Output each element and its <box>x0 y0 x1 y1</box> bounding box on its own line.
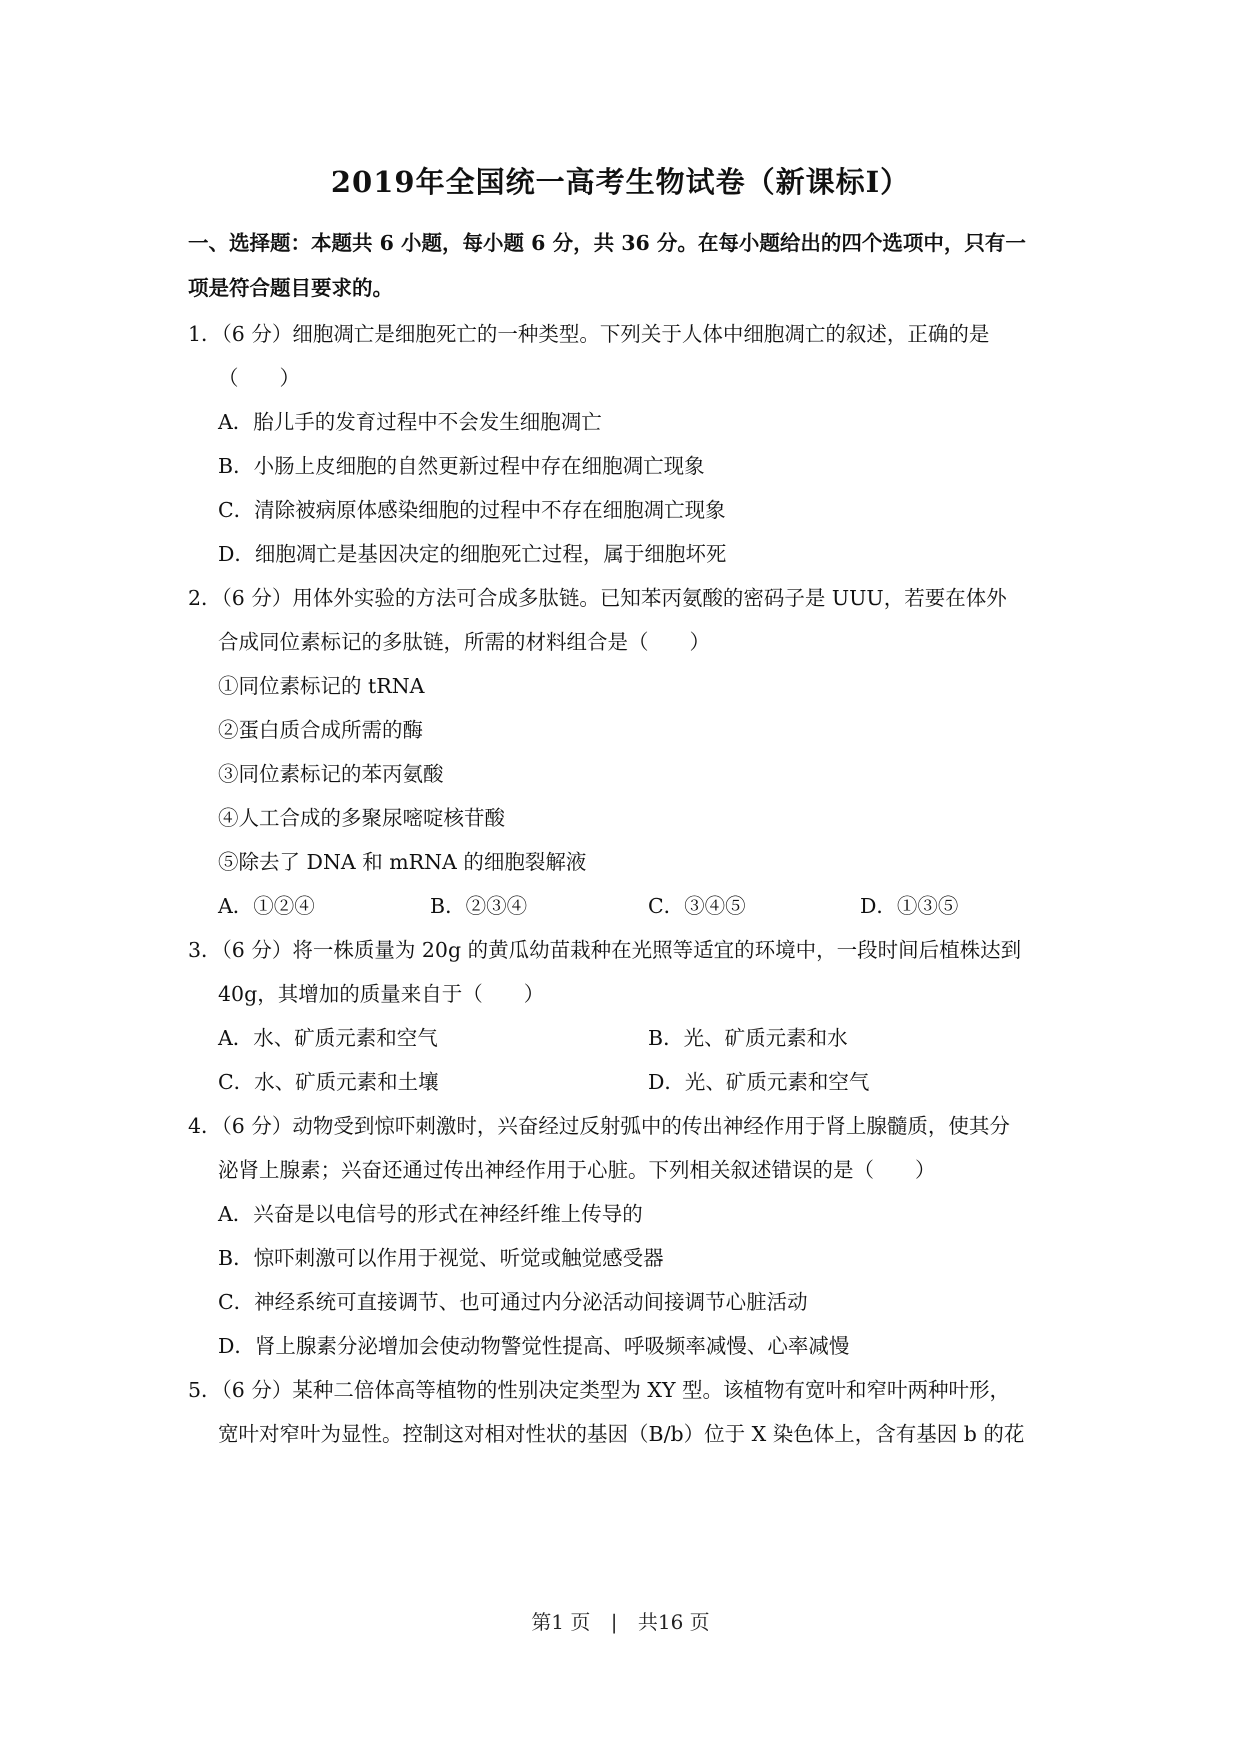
q3-stem-line-2: 40g，其增加的质量来自于（ ） <box>218 982 545 1006</box>
page-footer <box>0 1606 1241 1635</box>
q2-option-c: C．③④⑤ <box>648 894 746 918</box>
q5-stem-line-1: 5．（6 分）某种二倍体高等植物的性别决定类型为 XY 型。该植物有宽叶和窄叶两种叶形， <box>188 1378 1011 1402</box>
q1-option-a: A．胎儿手的发育过程中不会发生细胞凋亡 <box>218 410 602 434</box>
q3-option-d: D．光、矿质元素和空气 <box>648 1070 870 1094</box>
page-number: 第1 页 <box>531 1610 591 1634</box>
q2-stem-line-2: 合成同位素标记的多肽链，所需的材料组合是（ ） <box>218 630 710 654</box>
q1-option-b: B．小肠上皮细胞的自然更新过程中存在细胞凋亡现象 <box>218 454 705 478</box>
q1-stem-line-1: 1．（6 分）细胞凋亡是细胞死亡的一种类型。下列关于人体中细胞凋亡的叙述，正确的是 <box>188 322 990 346</box>
q2-item-5: ⑤除去了 DNA 和 mRNA 的细胞裂解液 <box>218 850 587 874</box>
q2-item-2: ②蛋白质合成所需的酶 <box>218 718 423 742</box>
q4-stem-line-1: 4．（6 分）动物受到惊吓刺激时，兴奋经过反射弧中的传出神经作用于肾上腺髓质，使其分 <box>188 1114 1010 1138</box>
q5-stem-line-2: 宽叶对窄叶为显性。控制这对相对性状的基因（B/b）位于 X 染色体上，含有基因 b 的花 <box>218 1422 1025 1446</box>
page-title: 2019年全国统一高考生物试卷（新课标Ⅰ） <box>330 165 911 199</box>
q2-item-1: ①同位素标记的 tRNA <box>218 674 425 698</box>
q4-option-b: B．惊吓刺激可以作用于视觉、听觉或触觉感受器 <box>218 1246 664 1270</box>
q3-option-c: C．水、矿质元素和土壤 <box>218 1070 439 1094</box>
q1-stem-line-2: （ ） <box>218 366 300 390</box>
q3-option-a: A．水、矿质元素和空气 <box>218 1026 438 1050</box>
footer-separator: | <box>610 1610 618 1634</box>
page-total: 共16 页 <box>637 1610 710 1634</box>
q3-option-b: B．光、矿质元素和水 <box>648 1026 848 1050</box>
q2-item-3: ③同位素标记的苯丙氨酸 <box>218 762 444 786</box>
q3-stem-line-1: 3．（6 分）将一株质量为 20g 的黄瓜幼苗栽种在光照等适宜的环境中，一段时间后植株达到 <box>188 938 1022 962</box>
q4-option-d: D．肾上腺素分泌增加会使动物警觉性提高、呼吸频率减慢、心率减慢 <box>218 1334 850 1358</box>
section-heading-line-2: 项是符合题目要求的。 <box>188 276 393 300</box>
q4-stem-line-2: 泌肾上腺素；兴奋还通过传出神经作用于心脏。下列相关叙述错误的是（ ） <box>218 1158 936 1182</box>
q4-option-a: A．兴奋是以电信号的形式在神经纤维上传导的 <box>218 1202 643 1226</box>
q1-option-d: D．细胞凋亡是基因决定的细胞死亡过程，属于细胞坏死 <box>218 542 727 566</box>
q2-option-d: D．①③⑤ <box>860 894 959 918</box>
q2-option-b: B．②③④ <box>430 894 528 918</box>
q2-item-4: ④人工合成的多聚尿嘧啶核苷酸 <box>218 806 505 830</box>
q4-option-c: C．神经系统可直接调节、也可通过内分泌活动间接调节心脏活动 <box>218 1290 808 1314</box>
q2-stem-line-1: 2．（6 分）用体外实验的方法可合成多肽链。已知苯丙氨酸的密码子是 UUU，若要在体外 <box>188 586 1007 610</box>
q1-option-c: C．清除被病原体感染细胞的过程中不存在细胞凋亡现象 <box>218 498 726 522</box>
section-heading-line-1: 一、选择题：本题共 6 小题，每小题 6 分，共 36 分。在每小题给出的四个选项中，只有一 <box>188 231 1026 255</box>
q2-option-a: A．①②④ <box>218 894 315 918</box>
